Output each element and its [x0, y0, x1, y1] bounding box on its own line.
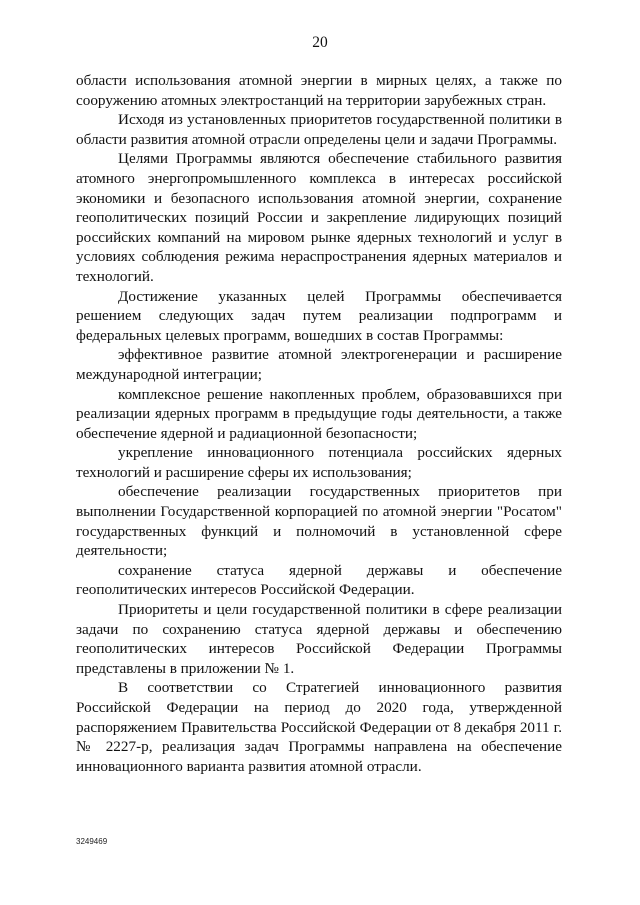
paragraph: В соответствии со Стратегией инновационного развития Российской Федерации на период до 2020 года, утвержденной распоряжением Правительства Российской Федерации от 8 декабря 2011 г. № 2227-р, реализация задач Программы направлена на обеспечение инновационного варианта развития атомной отрасли. [76, 679, 562, 775]
document-id: 3249469 [76, 837, 108, 846]
paragraph: Приоритеты и цели государственной политики в сфере реализации задачи по сохранению статуса ядерной державы и обеспечению геополитических интересов Российской Федерации Программы представлены в приложении № 1. [76, 601, 562, 677]
list-item: эффективное развитие атомной электрогенерации и расширение международной интеграции; [76, 346, 562, 383]
page-number: 20 [312, 34, 328, 51]
list-item: сохранение статуса ядерной державы и обеспечение геополитических интересов Российской Федерации. [76, 561, 562, 599]
paragraph: Исходя из установленных приоритетов государственной политики в области развития атомной отрасли определены цели и задачи Программы. [76, 111, 562, 148]
paragraph: Достижение указанных целей Программы обеспечивается решением следующих задач путем реализации подпрограмм и федеральных целевых программ, вошедших в состав Программы: [76, 287, 562, 344]
list-item: комплексное решение накопленных проблем, образовавшихся при реализации ядерных программ в предыдущие годы деятельности, а также обеспечение ядерной и радиационной безопасности; [76, 385, 562, 442]
list-item: обеспечение реализации государственных приоритетов при выполнении Государственной корпорацией по атомной энергии "Росатом" государственных функций и полномочий в установленной сфере деятельности; [76, 483, 562, 560]
paragraph: области использования атомной энергии в мирных целях, а также по сооружению атомных электростанций на территории зарубежных стран. [76, 72, 562, 109]
paragraph: Целями Программы являются обеспечение стабильного развития атомного энергопромышленного комплекса в интересах российской экономики и безопасного использования атомной энергии, сохранение геополитических позиций России и закрепление лидирующих позиций российских компаний на мировом рынке ядерных технологий и услуг в условиях соблюдения режима нераспространения ядерных материалов и технологий. [76, 150, 562, 285]
list-item: укрепление инновационного потенциала российских ядерных технологий и расширение сферы их использования; [76, 444, 562, 481]
document-body [76, 71, 562, 776]
